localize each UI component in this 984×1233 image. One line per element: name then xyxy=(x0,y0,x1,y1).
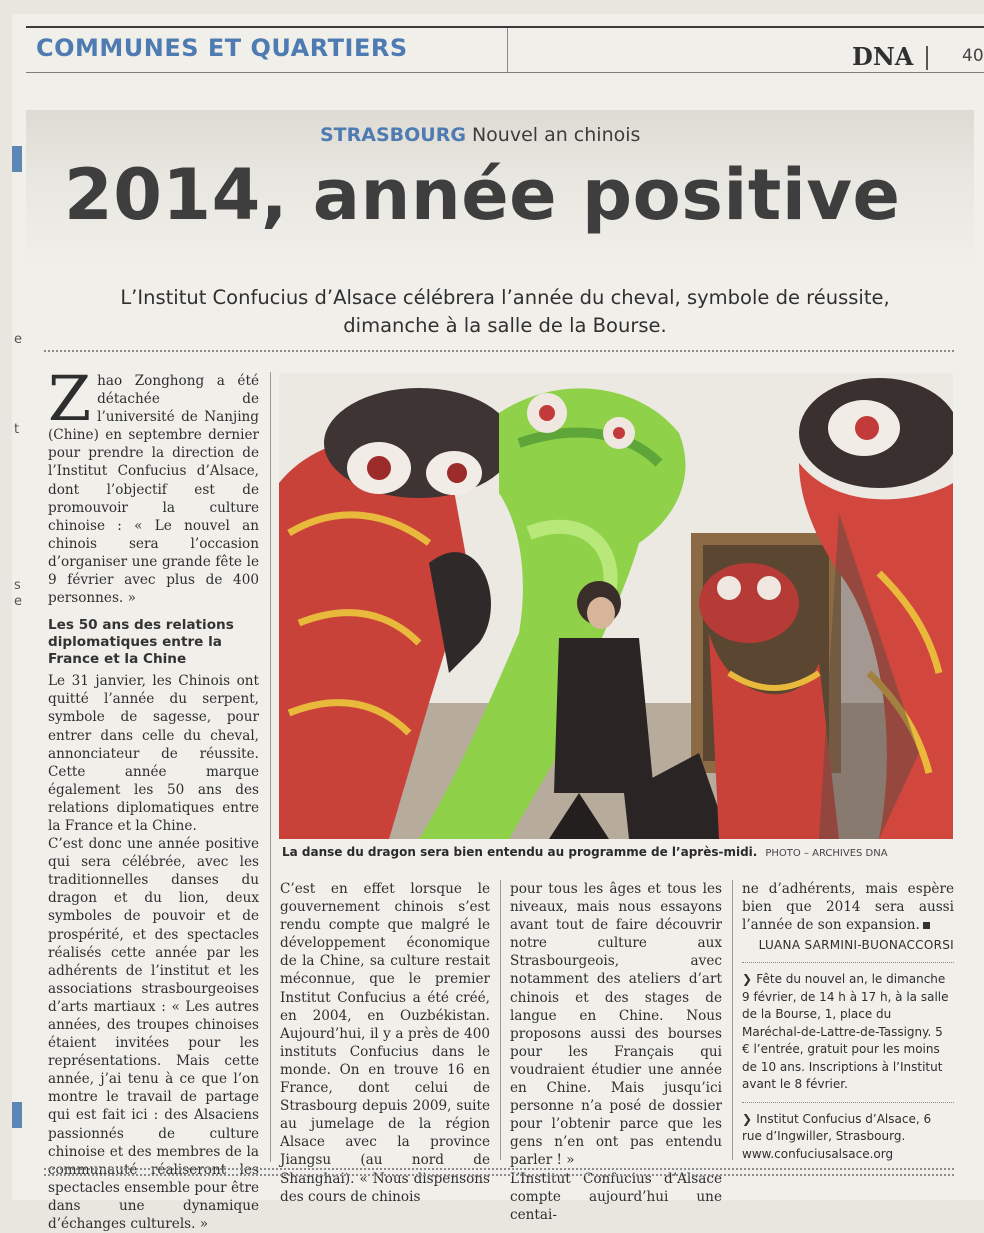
bottom-dotted-rule xyxy=(44,1168,954,1170)
arrow-icon: ❯ xyxy=(742,972,757,987)
body-paragraph: pour tous les âges et tous les niveaux, mais nous essayons avant tout de faire découvrir notre culture aux Strasbourgeois, avec notamment des ateliers d’art chinois et des stages de langue en Chine. Nous proposons aussi des bourses pour les Français qui voudraient étudier une année en Chine. Mais jusqu’ici personne n’a posé de dossier pour l’obtenir parce que les gens n’en ont pas entendu parler ! » xyxy=(510,881,722,1169)
subheading: Les 50 ans des relations diplomatiques entre la France et la Chine xyxy=(48,617,234,668)
drop-cap: Z xyxy=(48,362,92,435)
kicker-topic: Nouvel an chinois xyxy=(471,124,641,146)
margin-letter: e xyxy=(14,332,22,347)
kicker xyxy=(320,124,640,146)
photo-credit: PHOTO – ARCHIVES DNA xyxy=(765,848,888,859)
kicker-city: STRASBOURG xyxy=(320,124,466,146)
body-paragraph xyxy=(742,880,954,934)
intro-paragraph xyxy=(48,362,259,607)
header-divider xyxy=(507,28,508,72)
article-column-2 xyxy=(280,880,490,1206)
contact-info-body: 6 rue d’Ingwiller, Strasbourg. www.confuciusalsace.org xyxy=(742,1111,932,1161)
caption-text: La danse du dragon sera bien entendu au programme de l’après-midi. xyxy=(282,845,758,859)
column-rule xyxy=(500,880,501,1160)
contact-info-lead: Institut Confucius d’Alsace, xyxy=(756,1111,920,1126)
byline: LUANA SARMINI-BUONACCORSI xyxy=(758,938,954,953)
section-title: COMMUNES ET QUARTIERS xyxy=(36,34,408,62)
info-rule xyxy=(742,962,954,963)
bottom-dotted-rule xyxy=(44,1174,954,1176)
body-paragraph: C’est donc une année positive qui sera célébrée, avec les traditionnelles danses du dragon et du lion, deux symboles de pouvoir et de prospérité, et des spectacles réalisés cette année par les adhérents de l’institut et les associations strasbourgeoises d’arts martiaux : « Les autres années, des troupes chinoises étaient invitées pour les représentations. Mais cette année, j’ai tenu à ce que l’on montre le travail de partage qui est fait ici : des Alsaciens passionnés de culture chinoise et des membres de la communauté réaliseront les spectacles ensemble pour être dans une dynamique d’échanges culturels. » xyxy=(48,836,259,1233)
margin-letter: t xyxy=(14,422,20,437)
standfirst-line: dimanche à la salle de la Bourse. xyxy=(343,314,667,337)
logo-separator xyxy=(926,46,928,70)
dotted-rule xyxy=(44,350,954,352)
column-rule xyxy=(732,880,733,1160)
standfirst xyxy=(60,284,950,340)
margin-letter: s xyxy=(14,578,21,593)
article-column-1 xyxy=(48,362,259,1233)
photo-illustration xyxy=(279,373,953,839)
intro-text: hao Zonghong a été détachée de l’université de Nanjing (Chine) en septembre dernier pour prendre la direction de l’Institut Confucius d’Alsace, dont l’objectif est de promouvoir la culture chinoise : « Le nouvel an chinois sera l’occasion d’organiser une grande fête le 9 février avec plus de 400 personnes. » xyxy=(48,373,259,607)
event-info xyxy=(742,971,954,1094)
contact-info xyxy=(742,1111,954,1164)
arrow-icon: ❯ xyxy=(742,1111,757,1126)
page-number: 40 xyxy=(962,46,984,66)
margin-tab-mark xyxy=(12,146,22,172)
closing-text: ne d’adhérents, mais espère bien que 2014 sera aussi l’année de son expansion. xyxy=(742,881,954,934)
margin-letter: e xyxy=(14,594,22,609)
photo-caption xyxy=(282,845,962,859)
body-paragraph: Le 31 janvier, les Chinois ont quitté l’année du serpent, symbole de sagesse, pour entrer dans celle du cheval, annonciateur de réussite. Cette année marque également les 50 ans des relations diplomatiques entre la France et la Chine. xyxy=(48,673,259,834)
body-paragraph: L’Institut Confucius d’Alsace compte aujourd’hui une centai- xyxy=(510,1170,722,1223)
event-info-lead: Fête du nouvel an, xyxy=(756,972,868,987)
event-info-body: le dimanche 9 février, de 14 h à 17 h, à la salle de la Bourse, 1, place du Maréchal-de-Lattre-de-Tassigny. 5 € l’entrée, gratuit pour les moins de 10 ans. Inscriptions à l’Institut avant le 8 février. xyxy=(742,972,949,1092)
headline: 2014, année positive xyxy=(64,154,901,236)
body-paragraph: C’est en effet lorsque le gouvernement chinois s’est rendu compte que malgré le développement économique de la Chine, sa culture restait méconnue, que le premier Institut Confucius a été créé, en 2004, en Ouzbékistan. Aujourd’hui, il y a près de 400 instituts Confucius dans le monde. On en trouve 16 en France, dont celui de Strasbourg depuis 2009, suite au jumelage de la région Alsace avec la province Jiangsu (au nord de Shanghai). « Nous dispensons des cours de chinois xyxy=(280,881,490,1205)
info-rule xyxy=(742,1102,954,1103)
standfirst-line: L’Institut Confucius d’Alsace célébrera l’année du cheval, symbole de réussite, xyxy=(120,286,890,309)
dragon-dance-photo xyxy=(279,373,953,839)
newspaper-logo: DNA xyxy=(852,42,914,71)
column-rule xyxy=(270,372,271,1162)
article-column-3 xyxy=(510,880,722,1224)
margin-tab-mark xyxy=(12,1102,22,1128)
article-column-4 xyxy=(742,880,954,1163)
end-mark xyxy=(923,922,930,929)
